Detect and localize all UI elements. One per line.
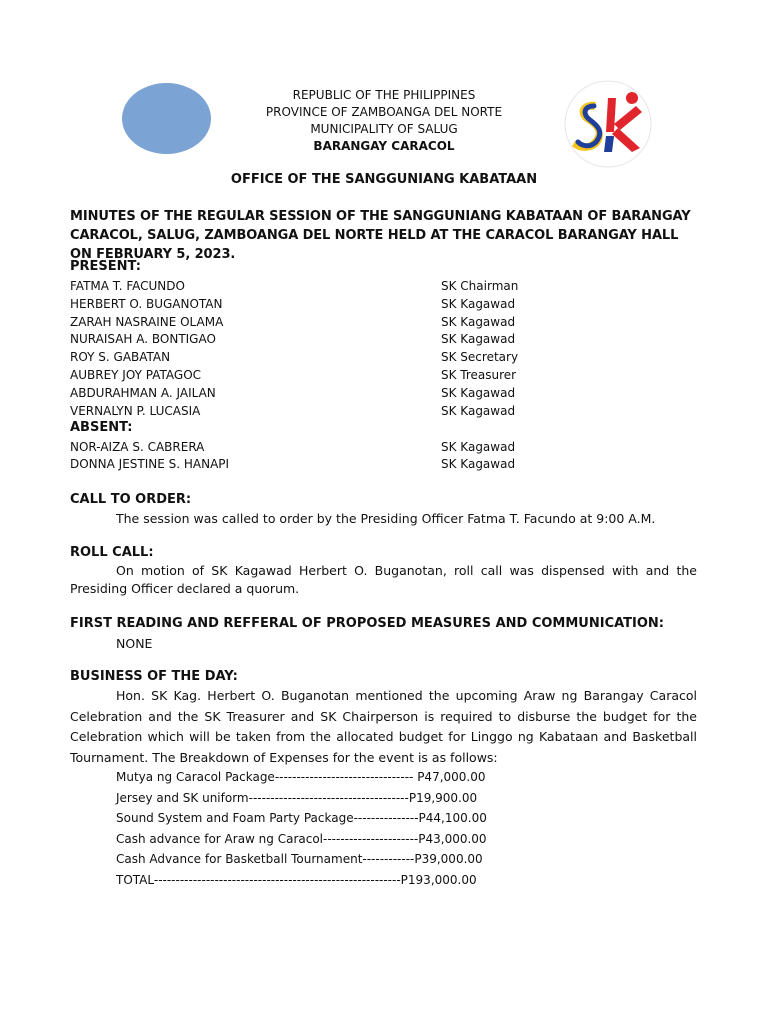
member-name: DONNA JESTINE S. HANAPI: [70, 457, 230, 471]
expense-total: TOTAL---------------------------------------------------------P193,000.00: [116, 873, 477, 887]
member-name: ZARAH NASRAINE OLAMA: [70, 315, 224, 329]
business-text: Hon. SK Kag. Herbert O. Buganotan mentioned the upcoming Araw ng Barangay Caracol Celebration and the SK Treasurer and SK Chairperson is required to disburse the budget for the Celebration which will be taken from the allocated budget for Linggo ng Kabataan and Basketball Tournament. The Breakdown of Expenses for the event is as follows:: [70, 688, 697, 765]
member-row: [70, 440, 590, 458]
call-to-order-heading: CALL TO ORDER:: [70, 492, 192, 507]
minutes-title: MINUTES OF THE REGULAR SESSION OF THE SANGGUNIANG KABATAAN OF BARANGAY CARACOL, SALUG, ZAMBOANGA DEL NORTE HELD AT THE CARACOL BARANGAY HALL ON FEBRUARY 5, 2023.: [70, 209, 691, 262]
member-name: AUBREY JOY PATAGOC: [70, 368, 202, 382]
expense-item: Cash advance for Araw ng Caracol----------------------P43,000.00: [116, 832, 487, 846]
member-name: ROY S. GABATAN: [70, 350, 171, 364]
member-name: VERNALYN P. LUCASIA: [70, 404, 201, 418]
member-name: NOR-AIZA S. CABRERA: [70, 440, 205, 454]
member-position: SK Kagawad: [441, 297, 516, 311]
header-line-republic: REPUBLIC OF THE PHILIPPINES: [292, 88, 476, 102]
business-heading: BUSINESS OF THE DAY:: [70, 669, 238, 684]
member-row: [70, 386, 590, 404]
member-name: ABDURAHMAN A. JAILAN: [70, 386, 216, 400]
expense-item: Jersey and SK uniform-------------------------------------P19,900.00: [116, 791, 478, 805]
member-row: [70, 332, 590, 350]
member-row: [70, 297, 590, 315]
member-row: [70, 457, 590, 475]
header-line-barangay: BARANGAY CARACOL: [313, 139, 455, 153]
expense-item: Mutya ng Caracol Package-------------------------------- P47,000.00: [116, 770, 486, 784]
member-name: HERBERT O. BUGANOTAN: [70, 297, 223, 311]
member-row: [70, 404, 590, 422]
member-position: SK Chairman: [441, 279, 519, 293]
first-reading-text: NONE: [116, 636, 153, 651]
member-position: SK Kagawad: [441, 404, 516, 418]
member-row: [70, 315, 590, 333]
member-row: [70, 350, 590, 368]
member-name: NURAISAH A. BONTIGAO: [70, 332, 216, 346]
member-position: SK Secretary: [441, 350, 519, 364]
member-position: SK Kagawad: [441, 440, 516, 454]
expense-item: Cash Advance for Basketball Tournament------------P39,000.00: [116, 852, 483, 866]
expense-item: Sound System and Foam Party Package---------------P44,100.00: [116, 811, 487, 825]
absent-heading: ABSENT:: [70, 420, 133, 435]
member-position: SK Treasurer: [441, 368, 517, 382]
first-reading-heading: FIRST READING AND REFFERAL OF PROPOSED MEASURES AND COMMUNICATION:: [70, 616, 664, 631]
member-row: [70, 368, 590, 386]
present-heading: PRESENT:: [70, 259, 141, 274]
member-position: SK Kagawad: [441, 315, 516, 329]
member-position: SK Kagawad: [441, 457, 516, 471]
header-line-province: PROVINCE OF ZAMBOANGA DEL NORTE: [265, 105, 503, 119]
header-line-municipality: MUNICIPALITY OF SALUG: [310, 122, 458, 136]
call-to-order-text: The session was called to order by the Presiding Officer Fatma T. Facundo at 9:00 A.M.: [116, 511, 656, 526]
member-row: [70, 279, 590, 297]
roll-call-text: On motion of SK Kagawad Herbert O. Buganotan, roll call was dispensed with and the Presiding Officer declared a quorum.: [70, 563, 697, 596]
roll-call-heading: ROLL CALL:: [70, 545, 154, 560]
member-position: SK Kagawad: [441, 332, 516, 346]
member-position: SK Kagawad: [441, 386, 516, 400]
letterhead: [0, 87, 768, 155]
office-title: OFFICE OF THE SANGGUNIANG KABATAAN: [230, 172, 538, 187]
member-name: FATMA T. FACUNDO: [70, 279, 185, 293]
